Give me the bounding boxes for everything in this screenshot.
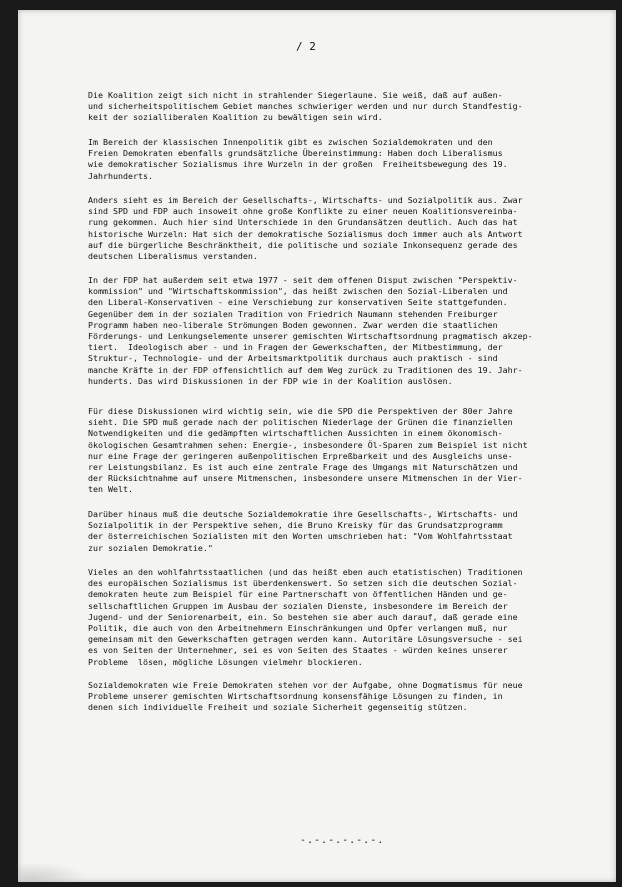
document-page — [18, 10, 616, 882]
scan-artifact — [18, 862, 88, 882]
page-number: / 2 — [296, 40, 316, 53]
paragraph-3: Anders sieht es im Bereich der Gesellschafts-, Wirtschafts- und Sozialpolitik aus. Zwar sind SPD und FDP auch insoweit ohne große Konflikte zu einer neuen Koalitionsvereinba- rung gekommen. Auch hier sind Unterschiede in den Grundansätzen deutlich. Auch das hat historische Wurzeln: Hat sich der demokratische Sozialismus doch immer auch als Antwort auf die bürgerliche Beschränktheit, die politische und soziale Inkonsequenz gerade des deutschen Liberalismus verstanden. — [88, 195, 523, 262]
paragraph-2: Im Bereich der klassischen Innenpolitik gibt es zwischen Sozialdemokraten und den Freien Demokraten ebenfalls grundsätzliche Übereinstimmung: Haben doch Liberalismus wie demokratischer Sozialismus ihre Wurzeln in der großen Freiheitsbewegung des 19. Jahrhunderts. — [88, 137, 508, 181]
paragraph-8: Sozialdemokraten wie Freie Demokraten stehen vor der Aufgabe, ohne Dogmatismus für neue Probleme unserer gemischten Wirtschaftsordnung konsensfähige Lösungen zu finden, in denen sich individuelle Freiheit und soziale Sicherheit gegenseitig stützen. — [88, 680, 523, 713]
paragraph-1: Die Koalition zeigt sich nicht in strahlender Siegerlaune. Sie weiß, daß auf außen- und sicherheitspolitischem Gebiet manches schwieriger werden und nur durch Standfestig- keit der sozialliberalen Koalition zu bewältigen sein wird. — [88, 90, 523, 123]
paragraph-4: In der FDP hat außerdem seit etwa 1977 - seit dem offenen Disput zwischen "Perspektiv- kommission" und "Wirtschaftskommission", das heißt zwischen den Sozial-Liberalen und den Liberal-Konservativen - eine Verschiebung zur konservativen Seite stattgefunden. Gegenüber dem in der sozialen Tradition von Friedrich Naumann stehenden Freiburger Programm haben neo-liberale Strömungen Boden gewonnen. Zwar werden die staatlichen Förderungs- und Lenkungselemente unserer gemischten Wirtschaftsordnung pragmatisch akzep- tiert. Ideologisch aber - und in Fragen der Gewerkschaften, der Mitbestimmung, der Struktur-, Technologie- und der Arbeitsmarktpolitik durchaus auch praktisch - sind manche Kräfte in der FDP offensichtlich auf dem Weg zurück zu Traditionen des 19. Jahr- hunderts. Das wird Diskussionen in der FDP wie in der Koalition auslösen. — [88, 275, 533, 386]
paragraph-5: Für diese Diskussionen wird wichtig sein, wie die SPD die Perspektiven der 80er Jahre sieht. Die SPD muß gerade nach der politischen Niederlage der Grünen die finanziellen Notwendigkeiten und die gedämpften wirtschaftlichen Aussichten in einem ökonomisch- ökologischen Gesamtrahmen sehen: Energie-, insbesondere Öl-Sparen zum Beispiel ist nicht nur eine Frage der geringeren außenpolitischen Erpreßbarkeit und des Ausgleichs unse- rer Leistungsbilanz. Es ist auch eine zentrale Frage des Umgangs mit Naturschätzen und der Rücksichtnahme auf unsere Mitmenschen, insbesondere unsere Mitmenschen in der Vier- ten Welt. — [88, 406, 528, 495]
paragraph-6: Darüber hinaus muß die deutsche Sozialdemokratie ihre Gesellschafts-, Wirtschafts- und Sozialpolitik in der Perspektive sehen, die Bruno Kreisky für das Grundsatzprogramm der österreichischen Sozialisten mit den Worten umschrieben hat: "Vom Wohlfahrtsstaat zur sozialen Demokratie." — [88, 509, 518, 553]
end-mark: -.-.-.-.-.-. — [300, 835, 385, 846]
paragraph-7: Vieles an den wohlfahrtsstaatlichen (und das heißt eben auch etatistischen) Traditionen des europäischen Sozialismus ist überdenkenswert. So setzen sich die deutschen Sozial- demokraten heute zum Beispiel für eine Partnerschaft von öffentlichen Händen und ge- sellschaftlichen Gruppen im Ausbau der sozialen Dienste, insbesondere im Bereich der Jugend- und der Seniorenarbeit, ein. So bestehen sie aber auch darauf, daß gerade eine Politik, die auch von den Arbeitnehmern Einschränkungen und Opfer verlangen muß, nur gemeinsam mit den Gewerkschaften getragen werden kann. Autoritäre Lösungsversuche - sei es von Seiten der Unternehmer, sei es von Seiten des Staates - würden keines unserer Probleme lösen, mögliche Lösungen vielmehr blockieren. — [88, 567, 523, 667]
